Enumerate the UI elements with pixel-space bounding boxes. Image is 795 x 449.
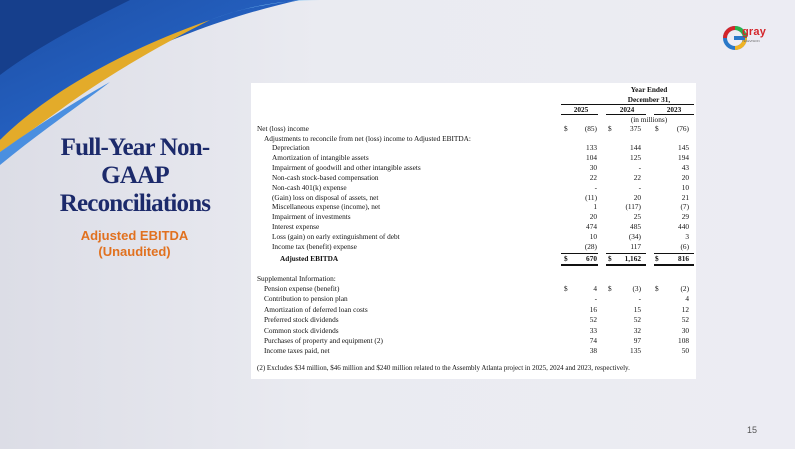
- table-row: [251, 305, 696, 314]
- currency-symbol: $: [655, 124, 659, 133]
- currency-symbol: $: [564, 124, 568, 133]
- currency-symbol: $: [655, 254, 659, 263]
- table-row: [251, 202, 696, 211]
- value-2025: 670: [586, 254, 597, 263]
- table-row: [251, 294, 696, 303]
- slide-title: Full-Year Non-GAAP Reconciliations: [59, 134, 211, 217]
- value-2024: (3): [632, 284, 641, 293]
- table-row: [251, 284, 696, 293]
- row-label: Net (loss) income: [257, 124, 309, 133]
- table-row: [251, 173, 696, 182]
- currency-symbol: $: [608, 254, 612, 263]
- row-label: Loss (gain) on early extinguishment of debt: [272, 232, 400, 242]
- value-2024: 20: [633, 192, 641, 202]
- row-label: Pension expense (benefit): [264, 284, 340, 293]
- row-label: Income tax (benefit) expense: [272, 242, 357, 251]
- value-2025: (85): [584, 124, 597, 133]
- value-2024: -: [638, 294, 641, 304]
- value-2025: 474: [586, 222, 597, 232]
- year-2024: 2024: [619, 105, 635, 114]
- row-label: Amortization of intangible assets: [272, 152, 369, 162]
- table-row: [251, 222, 696, 231]
- row-label: Interest expense: [272, 222, 320, 232]
- table-row: [251, 193, 696, 202]
- table-row: [251, 274, 696, 283]
- value-2024: -: [638, 182, 641, 192]
- table-row: [251, 163, 696, 172]
- value-2024: 15: [633, 304, 641, 314]
- table-row: [251, 315, 696, 324]
- value-2025: 10: [589, 232, 597, 242]
- value-2023: 43: [681, 162, 689, 172]
- value-2024: 485: [630, 222, 641, 232]
- ebitda-reconciliation-table: [251, 83, 696, 379]
- table-row: [251, 124, 696, 133]
- value-2024: 125: [630, 152, 641, 162]
- table-row: [251, 242, 696, 251]
- value-2025: 74: [589, 336, 597, 345]
- value-2023: 30: [681, 325, 689, 335]
- header-units: (in millions): [630, 115, 668, 124]
- value-2023: 29: [681, 212, 689, 222]
- currency-symbol: $: [655, 284, 659, 293]
- row-label: Common stock dividends: [264, 325, 339, 335]
- currency-symbol: $: [564, 254, 568, 263]
- row-label: Impairment of goodwill and other intangible assets: [272, 162, 421, 172]
- value-2025: 38: [589, 346, 597, 356]
- row-label: Impairment of investments: [272, 212, 351, 222]
- table-row: [251, 183, 696, 192]
- value-2024: 97: [633, 336, 641, 345]
- value-2023: (7): [680, 202, 689, 212]
- value-2024: 52: [633, 315, 641, 325]
- value-2023: (6): [680, 242, 689, 251]
- value-2025: 30: [589, 162, 597, 172]
- value-2023: 50: [681, 346, 689, 356]
- value-2025: 22: [589, 172, 597, 182]
- value-2024: (117): [625, 202, 641, 212]
- value-2025: -: [594, 294, 597, 304]
- year-2025: 2025: [573, 105, 589, 114]
- currency-symbol: $: [608, 284, 612, 293]
- header-period: Year Ended: [630, 85, 668, 94]
- total-double-underline: [654, 264, 694, 266]
- value-2024: 32: [633, 325, 641, 335]
- row-label: Purchases of property and equipment (2): [264, 336, 383, 345]
- value-2025: -: [594, 182, 597, 192]
- value-2025: 16: [589, 304, 597, 314]
- value-2023: 4: [685, 294, 689, 304]
- value-2023: 440: [678, 222, 689, 232]
- row-label: Income taxes paid, net: [264, 346, 330, 356]
- currency-symbol: $: [564, 284, 568, 293]
- value-2024: -: [638, 162, 641, 172]
- value-2025: 104: [586, 152, 597, 162]
- row-label: Contribution to pension plan: [264, 294, 348, 304]
- value-2023: 108: [678, 336, 689, 345]
- value-2023: 816: [678, 254, 689, 263]
- value-2024: 1,162: [624, 254, 641, 263]
- table-row: [251, 326, 696, 335]
- value-2023: 194: [678, 152, 689, 162]
- currency-symbol: $: [608, 124, 612, 133]
- row-label: Depreciation: [272, 143, 310, 152]
- slide-subtitle: Adjusted EBITDA (Unaudited): [80, 228, 189, 259]
- value-2025: 4: [593, 284, 597, 293]
- table-row: [251, 232, 696, 241]
- value-2025: 33: [589, 325, 597, 335]
- row-label: Amortization of deferred loan costs: [264, 304, 368, 314]
- section-label: Adjustments to reconcile from net (loss) income to Adjusted EBITDA:: [264, 134, 471, 143]
- section-label: Supplemental Information:: [257, 274, 336, 283]
- table-row: [251, 346, 696, 355]
- row-label: Adjusted EBITDA: [280, 254, 339, 263]
- row-label: Preferred stock dividends: [264, 315, 339, 325]
- value-2024: 375: [630, 124, 641, 133]
- logo-text: gray: [742, 26, 767, 38]
- total-double-underline: [606, 264, 646, 266]
- value-2024: 22: [633, 172, 641, 182]
- total-double-underline: [561, 264, 598, 266]
- table-row: [251, 153, 696, 162]
- value-2023: 20: [681, 172, 689, 182]
- row-label: Non-cash 401(k) expense: [272, 182, 347, 192]
- value-2025: 52: [589, 315, 597, 325]
- value-2025: 133: [586, 143, 597, 152]
- table-row: [251, 143, 696, 152]
- value-2023: 12: [681, 304, 689, 314]
- value-2025: (11): [585, 192, 597, 202]
- value-2023: 145: [678, 143, 689, 152]
- table-row: [251, 336, 696, 345]
- year-2023: 2023: [666, 105, 682, 114]
- footnote: (2) Excludes $34 million, $46 million and $240 million related to the Assembly Atlanta project in 2025, 2024 and 2023, respectively.: [257, 364, 630, 372]
- value-2023: 21: [681, 192, 689, 202]
- header-period2: December 31,: [627, 95, 671, 104]
- row-label: (Gain) loss on disposal of assets, net: [272, 192, 379, 202]
- logo-subtext: TELEVISION: [742, 39, 760, 43]
- value-2024: 25: [633, 212, 641, 222]
- value-2023: (76): [676, 124, 689, 133]
- value-2025: (28): [584, 242, 597, 251]
- value-2025: 20: [589, 212, 597, 222]
- table-row-adjusted-ebitda: [251, 254, 696, 263]
- row-label: Non-cash stock-based compensation: [272, 172, 379, 182]
- year-underline: [561, 114, 598, 115]
- value-2023: 10: [681, 182, 689, 192]
- value-2024: 144: [630, 143, 641, 152]
- value-2024: 117: [630, 242, 641, 251]
- value-2025: 1: [593, 202, 597, 212]
- value-2023: 3: [685, 232, 689, 242]
- value-2023: (2): [680, 284, 689, 293]
- table-row: [251, 134, 696, 143]
- value-2024: (34): [628, 232, 641, 242]
- table-row: [251, 212, 696, 221]
- value-2024: 135: [630, 346, 641, 356]
- value-2023: 52: [681, 315, 689, 325]
- row-label: Miscellaneous expense (income), net: [272, 202, 381, 212]
- page-number: 15: [747, 425, 758, 435]
